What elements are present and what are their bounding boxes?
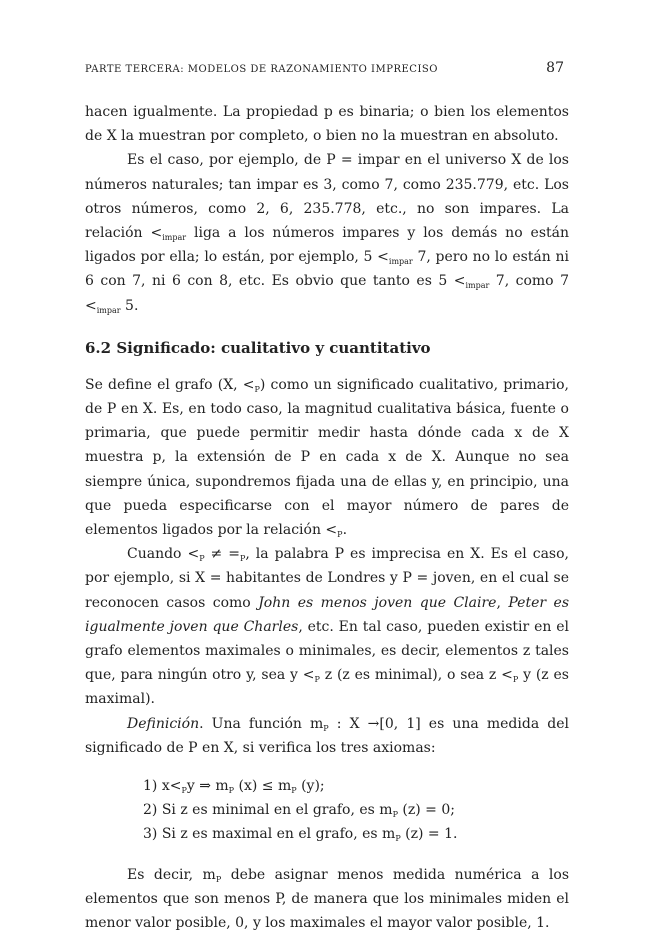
axiom-1: 1) $x<_Py$ ⇒ $m_P$ $(x) \le m_P$ (y);: [143, 778, 325, 796]
paragraph-3: Se define el grafo (X, $<_P$) como un significado cualitativo, primario, de P en X. Es, en todo caso, la magnitud cualitativa básica, fuente o primaria, que puede permitir medir hasta dónde cada x de X muestra p, la extensión de P en cada x de X. Aunque no sea siempre única, supondremos fijada una de ellas y, en principio, una que pueda especificarse con el mayor número de pares de elementos ligados por la relación $<_P$.: [85, 376, 569, 540]
axiom-list: [143, 774, 569, 847]
paragraph-2: Es el caso, por ejemplo, de P = impar en el universo X de los números naturales; tan impar es 3, como 7, como 235.779, etc. Los otros números, como 2, 6, 235.778, etc., no son impares. La relación $<_{impar}$ liga a los números impares y los demás no están ligados por ella; lo están, por ejemplo, $5 <_{impar}$ 7, pero no lo están ni 6 con 7, ni 6 con 8, etc. Es obvio que tanto es $5 <_{impar}$ 7, como $7 <_{impar}$ 5.: [85, 152, 569, 315]
running-title: PARTE TERCERA: MODELOS DE RAZONAMIENTO IMPRECISO: [85, 64, 438, 75]
body-text: [85, 100, 569, 935]
paragraph-6: Es decir, $m_P$ debe asignar menos medida numérica a los elementos que son menos P, de manera que los minimales miden el menor valor posible, 0, y los maximales el mayor valor posible, 1.: [85, 866, 570, 932]
paragraph-1: hacen igualmente. La propiedad p es binaria; o bien los elementos de X la muestran por completo, o bien no la muestran en absoluto.: [85, 104, 569, 145]
running-header: [85, 60, 564, 76]
section-heading: 6.2 Significado: cualitativo y cuantitativo: [85, 338, 431, 357]
paragraph-4: Cuando $<_P \ne =_P$, la palabra P es imprecisa en X. Es el caso, por ejemplo, si X = habitantes de Londres y P = joven, en el cual se reconocen casos como John es menos joven que Claire, Peter es igualmente joven que Charles, etc. En tal caso, pueden existir en el grafo elementos maximales o minimales, es decir, elementos z tales que, para ningún otro y, sea $y <_P$ z (z es minimal), o sea $z <_P$ y (z es maximal).: [85, 546, 570, 708]
axiom-3: 3) Si z es maximal en el grafo, es $m_P$ (z) = 1.: [143, 826, 458, 844]
paragraph-5-definition: Definición. Una función $m_P$ : X →[0, 1] es una medida del significado de P en X, si verifica los tres axiomas:: [85, 715, 570, 756]
axiom-2: 2) Si z es minimal en el grafo, es $m_P$ (z) = 0;: [143, 802, 455, 820]
page-number: 87: [546, 60, 564, 76]
